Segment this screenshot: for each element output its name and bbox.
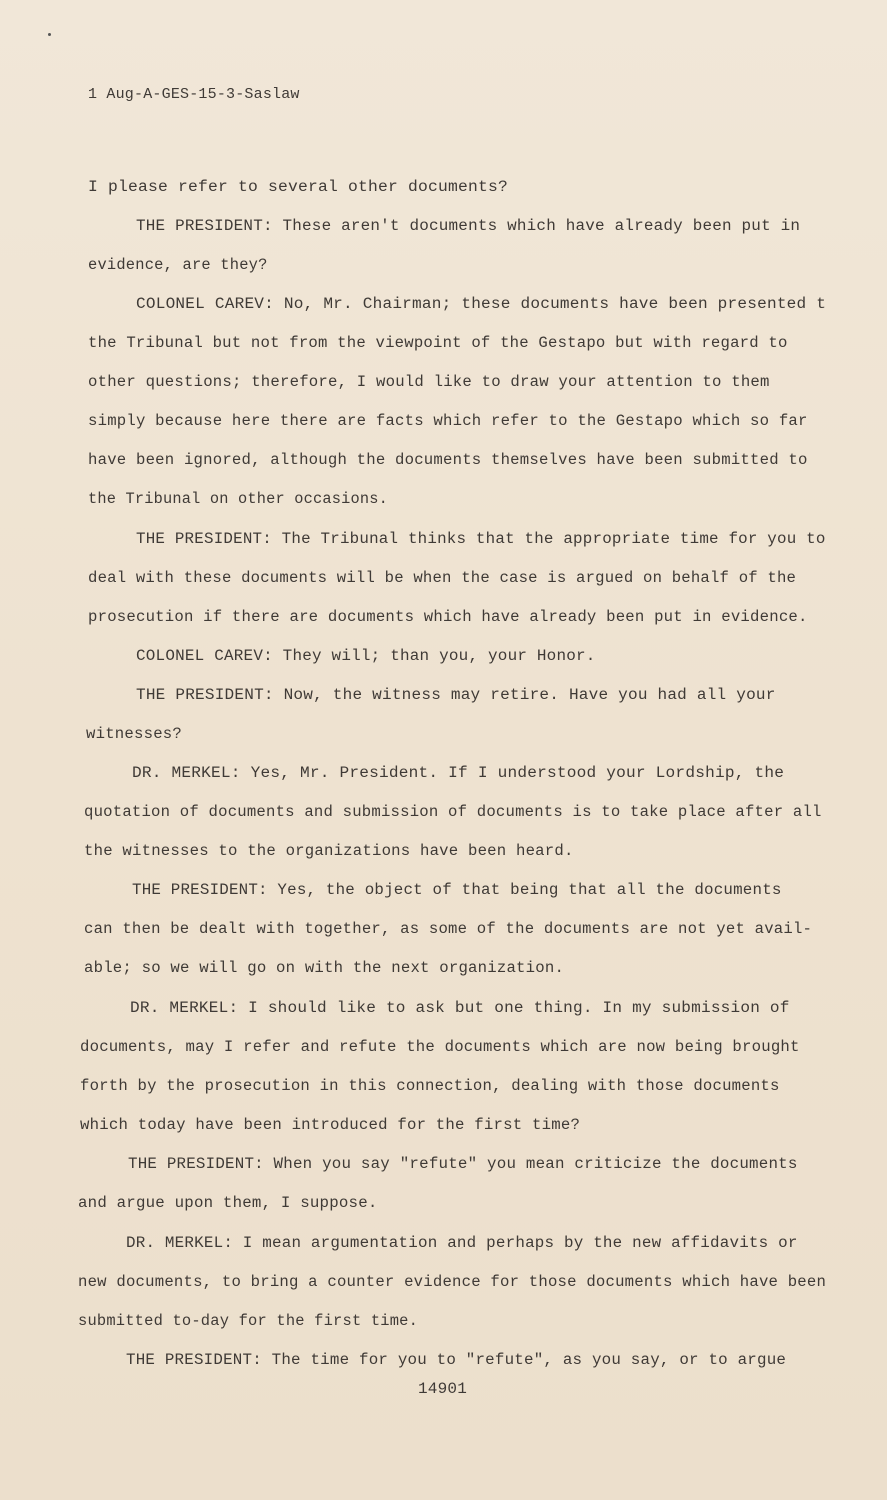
text-line: THE PRESIDENT: These aren't documents which have already been put in	[136, 217, 801, 235]
text-line: THE PRESIDENT: The Tribunal thinks that the appropriate time for you to	[136, 530, 826, 548]
text-line: THE PRESIDENT: Yes, the object of that being that all the documents	[132, 881, 782, 899]
text-line: able; so we will go on with the next organization.	[84, 959, 565, 977]
text-line: I please refer to several other documents?	[88, 178, 509, 196]
text-line: have been ignored, although the documents themselves have been submitted to	[88, 451, 808, 469]
text-line: forth by the prosecution in this connection, dealing with those documents	[80, 1077, 780, 1095]
text-line: the witnesses to the organizations have been heard.	[84, 842, 574, 860]
document-reference: 1 Aug-A-GES-15-3-Saslaw	[88, 86, 300, 103]
text-line: simply because here there are facts which refer to the Gestapo which so far	[88, 412, 808, 430]
text-line: the Tribunal on other occasions.	[88, 490, 389, 508]
text-line: witnesses?	[86, 725, 183, 743]
page-number: 14901	[418, 1380, 468, 1398]
text-line: other questions; therefore, I would like to draw your attention to them	[88, 373, 770, 391]
text-line: quotation of documents and submission of documents is to take place after all	[84, 803, 822, 821]
text-line: DR. MERKEL: I mean argumentation and perhaps by the new affidavits or	[126, 1234, 798, 1252]
text-line: DR. MERKEL: Yes, Mr. President. If I understood your Lordship, the	[132, 764, 785, 782]
text-line: new documents, to bring a counter evidence for those documents which have been	[78, 1273, 827, 1291]
text-line: can then be dealt with together, as some of the documents are not yet avail-	[84, 920, 813, 938]
text-line: the Tribunal but not from the viewpoint of the Gestapo but with regard to	[88, 334, 788, 352]
text-line: and argue upon them, I suppose.	[78, 1194, 378, 1212]
text-line: submitted to-day for the first time.	[78, 1312, 419, 1330]
text-line: evidence, are they?	[88, 256, 268, 274]
text-line: THE PRESIDENT: Now, the witness may retire. Have you had all your	[136, 686, 776, 704]
text-line: COLONEL CAREV: No, Mr. Chairman; these documents have been presented t	[136, 295, 827, 313]
text-line: which today have been introduced for the first time?	[80, 1116, 581, 1134]
paper-speck	[48, 33, 51, 36]
text-line: THE PRESIDENT: When you say "refute" you mean criticize the documents	[128, 1155, 798, 1173]
text-line: COLONEL CAREV: They will; than you, your Honor.	[136, 647, 596, 665]
text-line: documents, may I refer and refute the documents which are now being brought	[80, 1038, 800, 1056]
text-line: deal with these documents will be when the case is argued on behalf of the	[88, 569, 797, 587]
text-line: DR. MERKEL: I should like to ask but one thing. In my submission of	[130, 999, 790, 1017]
text-line: THE PRESIDENT: The time for you to "refute", as you say, or to argue	[126, 1351, 787, 1369]
text-line: prosecution if there are documents which have already been put in evidence.	[88, 608, 808, 626]
